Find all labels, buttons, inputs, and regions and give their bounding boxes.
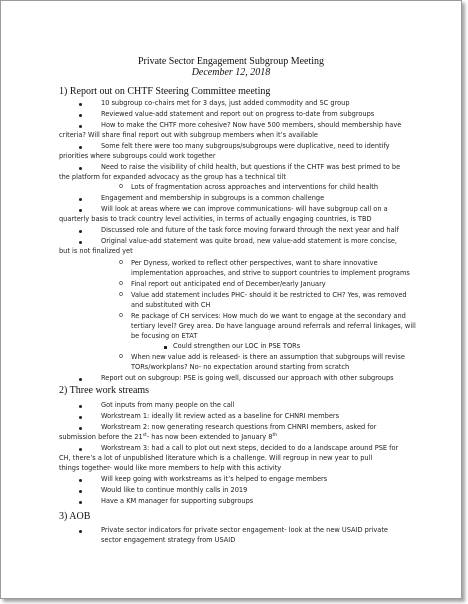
bullet (79, 530, 82, 533)
sub-list-item: Lots of fragmentation across approaches and interventions for child health (131, 183, 379, 191)
bullet (79, 479, 82, 482)
sub-list-item-continuation: TORs/workplans? No- no expectation around starting from scratch (131, 363, 350, 371)
list-item: Got inputs from many people on the call (101, 401, 235, 409)
bullet (79, 405, 82, 408)
list-item-continuation: submission before the 21st- has now been extended to January 8th (59, 433, 278, 441)
document-date: December 12, 2018 (191, 67, 271, 78)
sub-list-item-continuation: implementation approaches, and strive to support countries to implement programs (131, 269, 410, 277)
bullet (79, 103, 82, 106)
list-item: Workstream 1: ideally lit review acted as a baseline for CHNRI members (101, 412, 340, 420)
list-item: Discussed role and future of the task force moving forward through the next year and half (101, 226, 399, 234)
bullet (79, 416, 82, 419)
list-item: Original value-add statement was quite broad, new value-add statement is more concise, (101, 237, 398, 245)
list-item: Workstream 3: had a call to plot out next steps, decided to do a landscape around PSE for (101, 444, 399, 452)
list-item: Report out on subgroup: PSE is going well, discussed our approach with other subgroups (101, 374, 394, 382)
section-heading-2: 2) Three work streams (59, 385, 150, 396)
list-item-continuation: quarterly basis to track country level activities, in terms of actually engaging countries, is TBD (59, 215, 372, 223)
bullet (79, 490, 82, 493)
circle-bullet-icon: o (119, 352, 124, 360)
list-item: Reviewed value-add statement and report out on progress to-date from subgroups (101, 110, 375, 118)
document-title: Private Sector Engagement Subgroup Meeting (137, 56, 325, 67)
section-heading-3: 3) AOB (59, 511, 91, 522)
list-item-continuation: criteria? Will share final report out with subgroup members when it’s available (59, 131, 318, 139)
bullet (79, 209, 82, 212)
list-item-continuation: CH, there’s a lot of unpublished literature which is a challenge. Will regroup in new year to pull (59, 454, 373, 462)
list-item: Will keep going with workstreams as it’s helped to engage members (101, 475, 328, 483)
sub-list-item: When new value add is released- is there an assumption that subgroups will revise (131, 353, 405, 361)
sub-list-item-continuation: be focusing on ETAT (131, 332, 198, 340)
sub-list-item-continuation: tertiary level? Grey area. Do have language around referrals and referral linkages, will (131, 322, 416, 330)
bullet (79, 427, 82, 430)
square-bullet-icon (164, 346, 167, 349)
bullet (79, 501, 82, 504)
section-heading-1: 1) Report out on CHTF Steering Committee meeting (59, 86, 271, 97)
sub-list-item-continuation: and substituted with CH (131, 301, 211, 309)
list-item: Would like to continue monthly calls in 2019 (101, 486, 248, 494)
list-item: Have a KM manager for supporting subgroups (101, 497, 254, 505)
list-item-continuation: but is not finalized yet (59, 247, 133, 255)
list-item: Engagement and membership in subgroups is a common challenge (101, 194, 325, 202)
list-item: 10 subgroup co-chairs met for 3 days, just added commodity and SC group (101, 99, 350, 107)
bullet (79, 167, 82, 170)
list-item: Some felt there were too many subgroups/subgroups were duplicative, need to identify (101, 142, 390, 150)
bullet (79, 378, 82, 381)
list-item: Private sector indicators for private sector engagement- look at the new USAID private (101, 526, 388, 534)
bullet (79, 448, 82, 451)
circle-bullet-icon: o (119, 258, 124, 266)
circle-bullet-icon: o (119, 311, 124, 319)
list-item-continuation: things together- would like more members to help with this activity (59, 464, 282, 472)
list-item: How to make the CHTF more cohesive? Now have 500 members, should membership have (101, 121, 402, 129)
circle-bullet-icon: o (119, 290, 124, 298)
list-item-continuation: the platform for expanded advocacy as the group has a technical tilt (59, 173, 286, 181)
bullet (79, 114, 82, 117)
bullet (79, 146, 82, 149)
list-item: Need to raise the visibility of child health, but questions if the CHTF was best primed to be (101, 163, 401, 171)
list-item: Workstream 2: now generating research questions from CHNRI members, asked for (101, 423, 377, 431)
bullet (79, 125, 82, 128)
list-item-continuation: sector engagement strategy from USAID (101, 536, 236, 544)
sub-sub-list-item: Could strengthen our LOC in PSE TORs (173, 342, 301, 350)
list-item-continuation: priorities where subgroups could work together (59, 152, 216, 160)
sub-list-item: Re package of CH services: How much do we want to engage at the secondary and (131, 312, 406, 320)
circle-bullet-icon: o (119, 182, 124, 190)
sub-list-item: Final report out anticipated end of December/early January (131, 280, 326, 288)
sub-list-item: Value add statement includes PHC- should it be restricted to CH? Yes, was removed (131, 291, 407, 299)
list-item: Will look at areas where we can improve communications- will have subgroup call on a (101, 205, 388, 213)
bullet (79, 241, 82, 244)
bullet (79, 198, 82, 201)
sub-list-item: Per Dyness, worked to reflect other perspectives, want to share innovative (131, 259, 378, 267)
circle-bullet-icon: o (119, 279, 124, 287)
bullet (79, 230, 82, 233)
